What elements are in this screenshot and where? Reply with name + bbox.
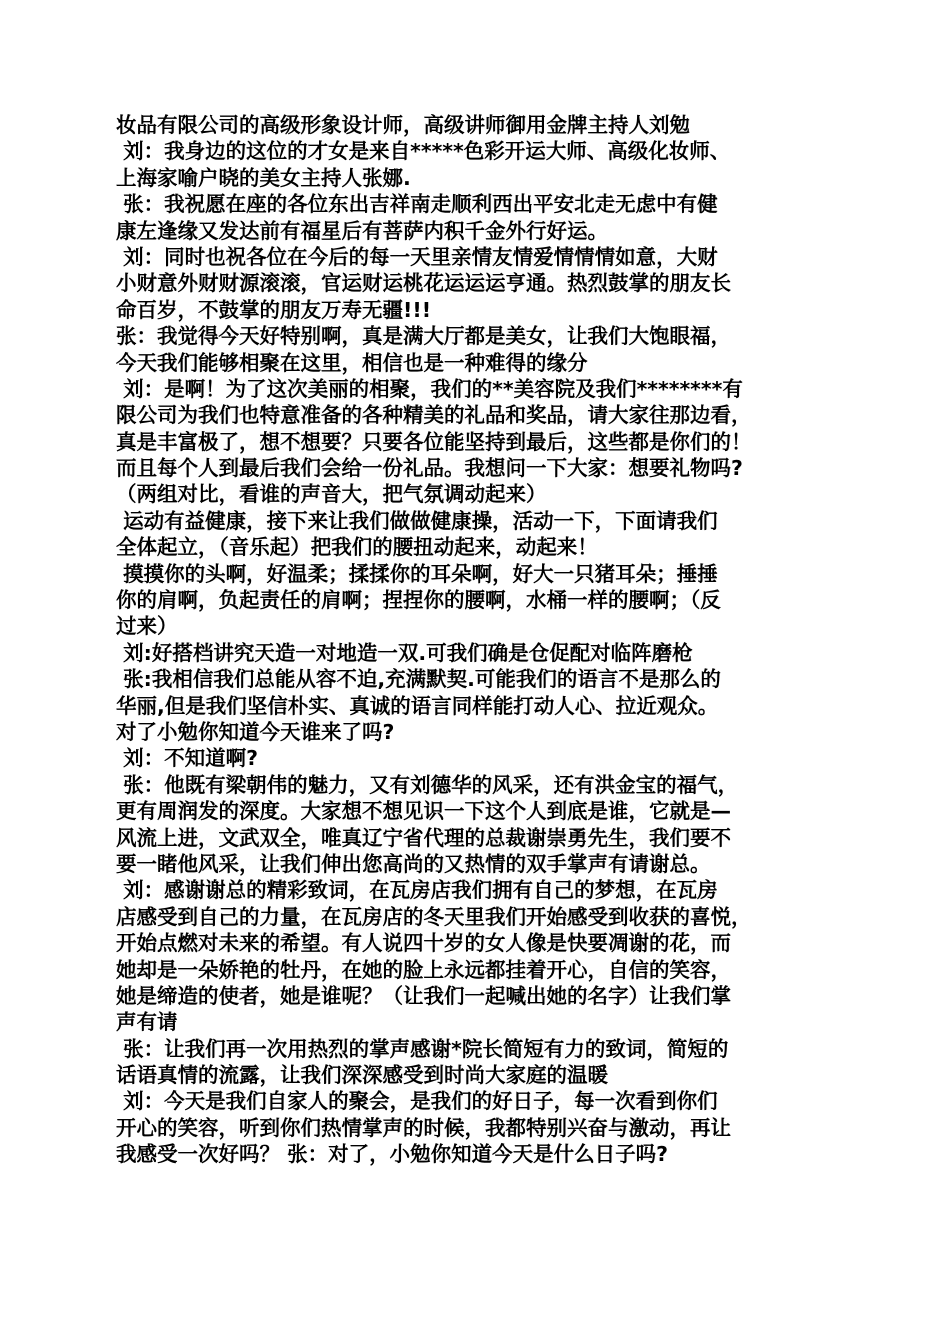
text-line: 小财意外财财源滚滚，官运财运桃花运运运亨通。热烈鼓掌的朋友长 [116, 271, 731, 296]
text-line: 刘:好搭档讲究天造一对地造一双.可我们确是仓促配对临阵磨枪 [116, 640, 693, 665]
text-line: 声有请 [116, 1010, 178, 1035]
text-line: 她却是一朵娇艳的牡丹，在她的脸上永远都挂着开心，自信的笑容， [116, 957, 731, 982]
text-line: 对了小勉你知道今天谁来了吗? [116, 719, 395, 744]
text-line: 张：让我们再一次用热烈的掌声感谢*院长简短有力的致词，简短的 [116, 1036, 729, 1061]
text-line: 话语真情的流露，让我们深深感受到时尚大家庭的温暖 [116, 1063, 608, 1088]
text-line: 更有周润发的深度。大家想不想见识一下这个人到底是谁，它就是— [116, 799, 731, 824]
text-line: 刘：今天是我们自家人的聚会，是我们的好日子，每一次看到你们 [116, 1089, 718, 1114]
text-line: 风流上进，文武双全，唯真辽宁省代理的总裁谢崇勇先生，我们要不 [116, 825, 731, 850]
text-line: 刘：感谢谢总的精彩致词，在瓦房店我们拥有自己的梦想，在瓦房 [116, 878, 718, 903]
text-line: 要一睹他风采，让我们伸出您高尚的又热情的双手掌声有请谢总。 [116, 851, 711, 876]
text-line: 张：我祝愿在座的各位东出吉祥南走顺利西出平安北走无虑中有健 [116, 192, 718, 217]
text-line: 开始点燃对未来的希望。有人说四十岁的女人像是快要凋谢的花，而 [116, 931, 731, 956]
text-line: 妆品有限公司的高级形象设计师，高级讲师御用金牌主持人刘勉 [116, 113, 690, 137]
text-line: 刘：同时也祝各位在今后的每一天里亲情友情爱情情情如意，大财 [116, 244, 718, 269]
script-text-block [116, 112, 842, 1168]
text-line: 上海家喻户晓的美女主持人张娜. [116, 165, 411, 190]
text-line: 张：我觉得今天好特别啊，真是满大厅都是美女，让我们大饱眼福， [116, 324, 731, 349]
text-line: 刘：不知道啊? [116, 746, 259, 771]
text-line: 真是丰富极了，想不想要？只要各位能坚持到最后，这些都是你们的！ [116, 429, 752, 454]
text-line: 店感受到自己的力量，在瓦房店的冬天里我们开始感受到收获的喜悦， [116, 904, 752, 929]
text-line: 华丽,但是我们坚信朴实、真诚的语言同样能打动人心、拉近观众。 [116, 693, 719, 718]
text-line: 限公司为我们也特意准备的各种精美的礼品和奖品，请大家往那边看， [116, 403, 752, 428]
text-line: 我感受一次好吗？ 张：对了，小勉你知道今天是什么日子吗? [116, 1142, 669, 1167]
text-line: 今天我们能够相聚在这里，相信也是一种难得的缘分 [116, 350, 588, 375]
text-line: 命百岁，不鼓掌的朋友万寿无疆!!! [116, 297, 432, 322]
text-line: 过来） [116, 614, 178, 639]
text-line: 刘：我身边的这位的才女是来自*****色彩开运大师、高级化妆师、 [116, 139, 731, 164]
text-line: 开心的笑容，听到你们热情掌声的时候，我都特别兴奋与激动，再让 [116, 1115, 731, 1140]
text-line: 运动有益健康，接下来让我们做做健康操，活动一下，下面请我们 [116, 508, 718, 533]
text-line: 摸摸你的头啊，好温柔；揉揉你的耳朵啊，好大一只猪耳朵；捶捶 [116, 561, 718, 586]
text-line: 你的肩啊，负起责任的肩啊；捏捏你的腰啊，水桶一样的腰啊；（反 [116, 588, 721, 613]
text-line: 她是缔造的使者，她是谁呢？（让我们一起喊出她的名字）让我们掌 [116, 983, 731, 1008]
text-line: 康左逢缘又发达前有福星后有菩萨内积千金外行好运。 [116, 218, 608, 243]
text-line: 而且每个人到最后我们会给一份礼品。我想问一下大家：想要礼物吗? [116, 456, 743, 481]
text-line: 张:我相信我们总能从容不迫,充满默契.可能我们的语言不是那么的 [116, 667, 721, 692]
text-line: 全体起立，（音乐起）把我们的腰扭动起来，动起来！ [116, 535, 598, 560]
text-line: 张：他既有梁朝伟的魅力，又有刘德华的风采，还有洪金宝的福气， [116, 772, 739, 797]
text-line: （两组对比，看谁的声音大，把气氛调动起来） [116, 482, 547, 507]
text-line: 刘：是啊！为了这次美丽的相聚，我们的**美容院及我们********有 [116, 376, 743, 401]
